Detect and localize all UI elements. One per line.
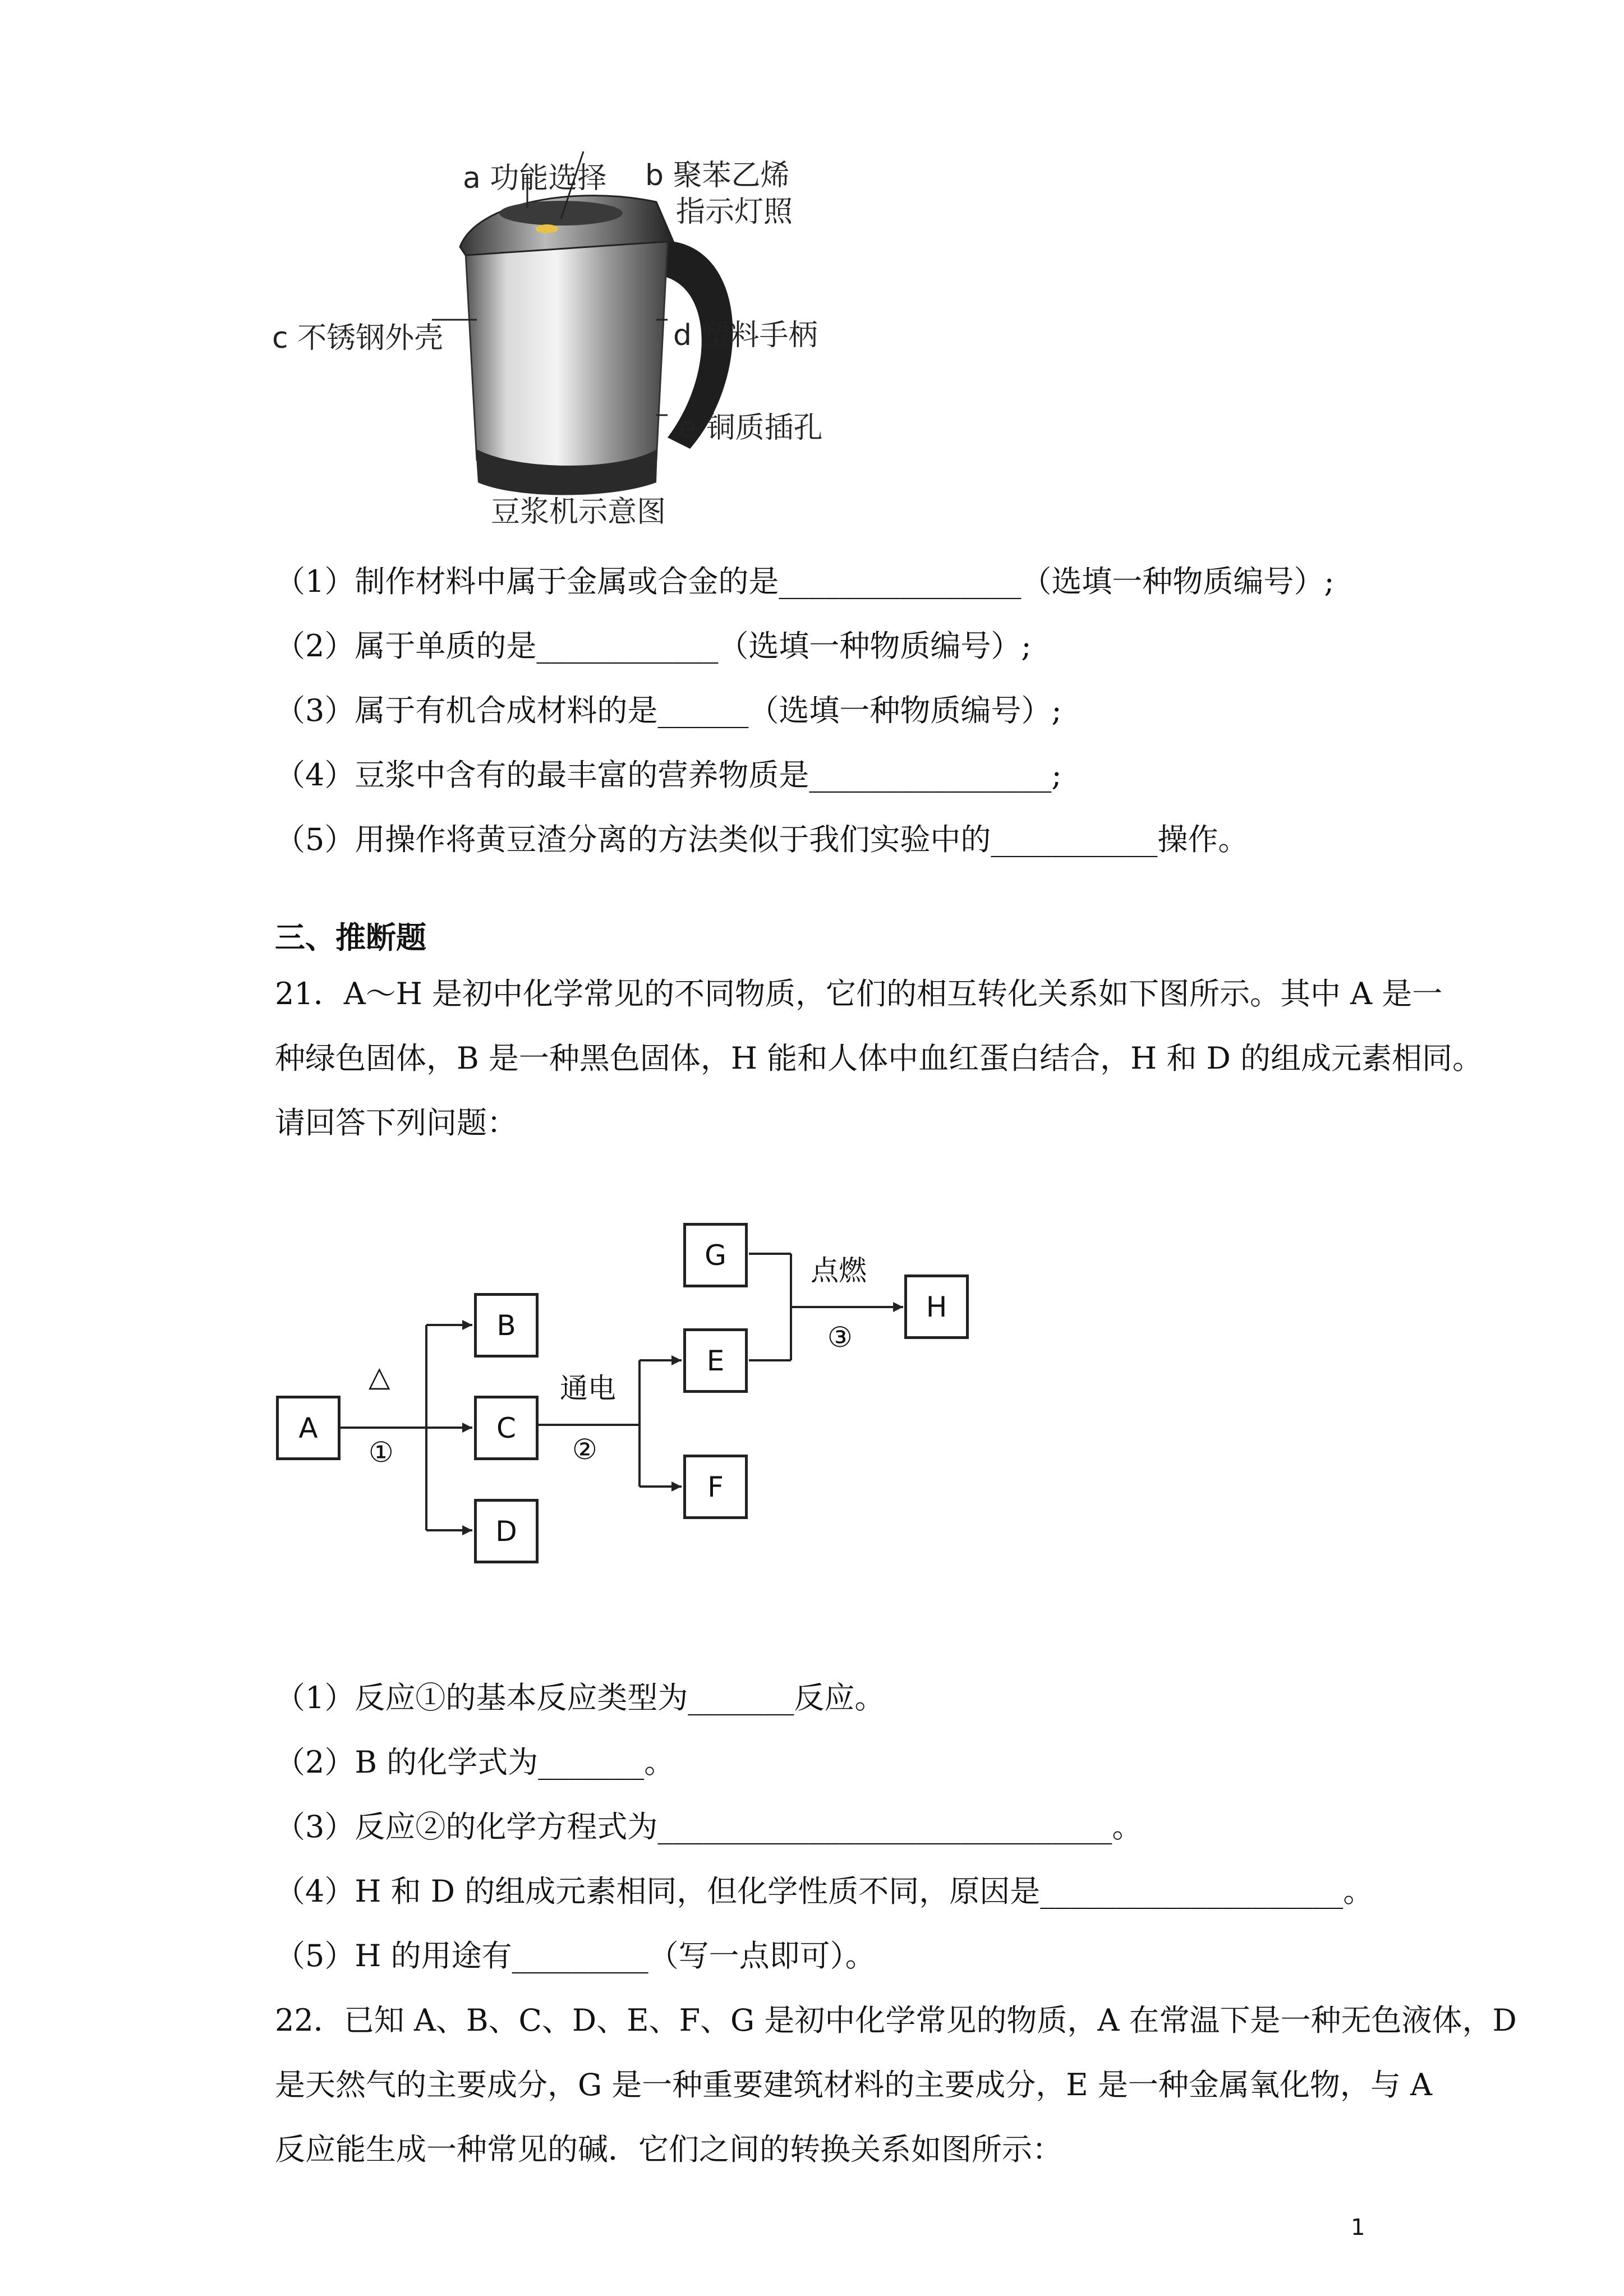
q22-stem-line-2: 是天然气的主要成分，G 是一种重要建筑材料的主要成分，E 是一种金属氧化物，与 A [275, 2067, 1433, 2102]
node-F: F [683, 1455, 748, 1519]
page-number: 1 [1351, 2215, 1365, 2240]
figure-caption: 豆浆机示意图 [491, 495, 666, 529]
q21-stem-line-1: 21．A～H 是初中化学常见的不同物质，它们的相互转化关系如下图所示。其中 A 是一 [275, 976, 1443, 1011]
q22-stem-line-1: 22．已知 A、B、C、D、E、F、G 是初中化学常见的物质，A 在常温下是一种无色液体，D [275, 2003, 1517, 2038]
heat-symbol: △ [369, 1360, 390, 1393]
node-C: C [474, 1396, 539, 1460]
q20-item-3: （3）属于有机合成材料的是______（选填一种物质编号）; [275, 693, 1062, 728]
node-B: B [474, 1293, 539, 1358]
label-d-plastic-handle: d 塑料手柄 [673, 319, 818, 352]
q21-stem-line-3: 请回答下列问题： [275, 1105, 517, 1140]
section-title: 三、推断题 [275, 920, 426, 955]
node-D: D [474, 1499, 539, 1563]
label-b-indicator: 指示灯照 [676, 195, 793, 229]
q20-item-1: （1）制作材料中属于金属或合金的是________________（选填一种物质编号）; [275, 564, 1335, 599]
q22-stem-line-3: 反应能生成一种常见的碱．它们之间的转换关系如图所示： [275, 2132, 1062, 2167]
electrify-label: 通电 [560, 1372, 616, 1405]
node-H: H [904, 1274, 969, 1339]
label-b-polystyrene: b 聚苯乙烯 [645, 159, 790, 192]
reaction-1-marker: ① [369, 1436, 394, 1469]
q21-stem-line-2: 种绿色固体，B 是一种黑色固体，H 能和人体中血红蛋白结合，H 和 D 的组成元素相同。 [275, 1041, 1483, 1076]
q21-item-5: （5）H 的用途有_________（写一点即可）。 [275, 1938, 876, 1973]
q21-item-4: （4）H 和 D 的组成元素相同，但化学性质不同，原因是____________________。 [275, 1874, 1374, 1909]
q21-item-2: （2）B 的化学式为_______。 [275, 1745, 675, 1780]
q21-item-1: （1）反应①的基本反应类型为_______反应。 [275, 1680, 885, 1715]
node-A: A [276, 1396, 341, 1460]
label-c-stainless-shell: c 不锈钢外壳 [272, 321, 444, 355]
q20-item-2: （2）属于单质的是____________（选填一种物质编号）; [275, 628, 1032, 664]
ignite-label: 点燃 [811, 1254, 867, 1287]
label-a-function-select: a 功能选择 [463, 162, 607, 195]
node-G: G [683, 1223, 748, 1287]
node-E: E [683, 1328, 748, 1393]
q21-item-3: （3）反应②的化学方程式为______________________________。 [275, 1809, 1143, 1844]
q20-item-5: （5）用操作将黄豆渣分离的方法类似于我们实验中的___________操作。 [275, 822, 1249, 857]
q20-item-4: （4）豆浆中含有的最丰富的营养物质是________________; [275, 757, 1062, 793]
reaction-2-marker: ② [572, 1433, 597, 1466]
reaction-3-marker: ③ [827, 1321, 853, 1354]
label-e-copper-socket: e 铜质插孔 [679, 411, 823, 445]
